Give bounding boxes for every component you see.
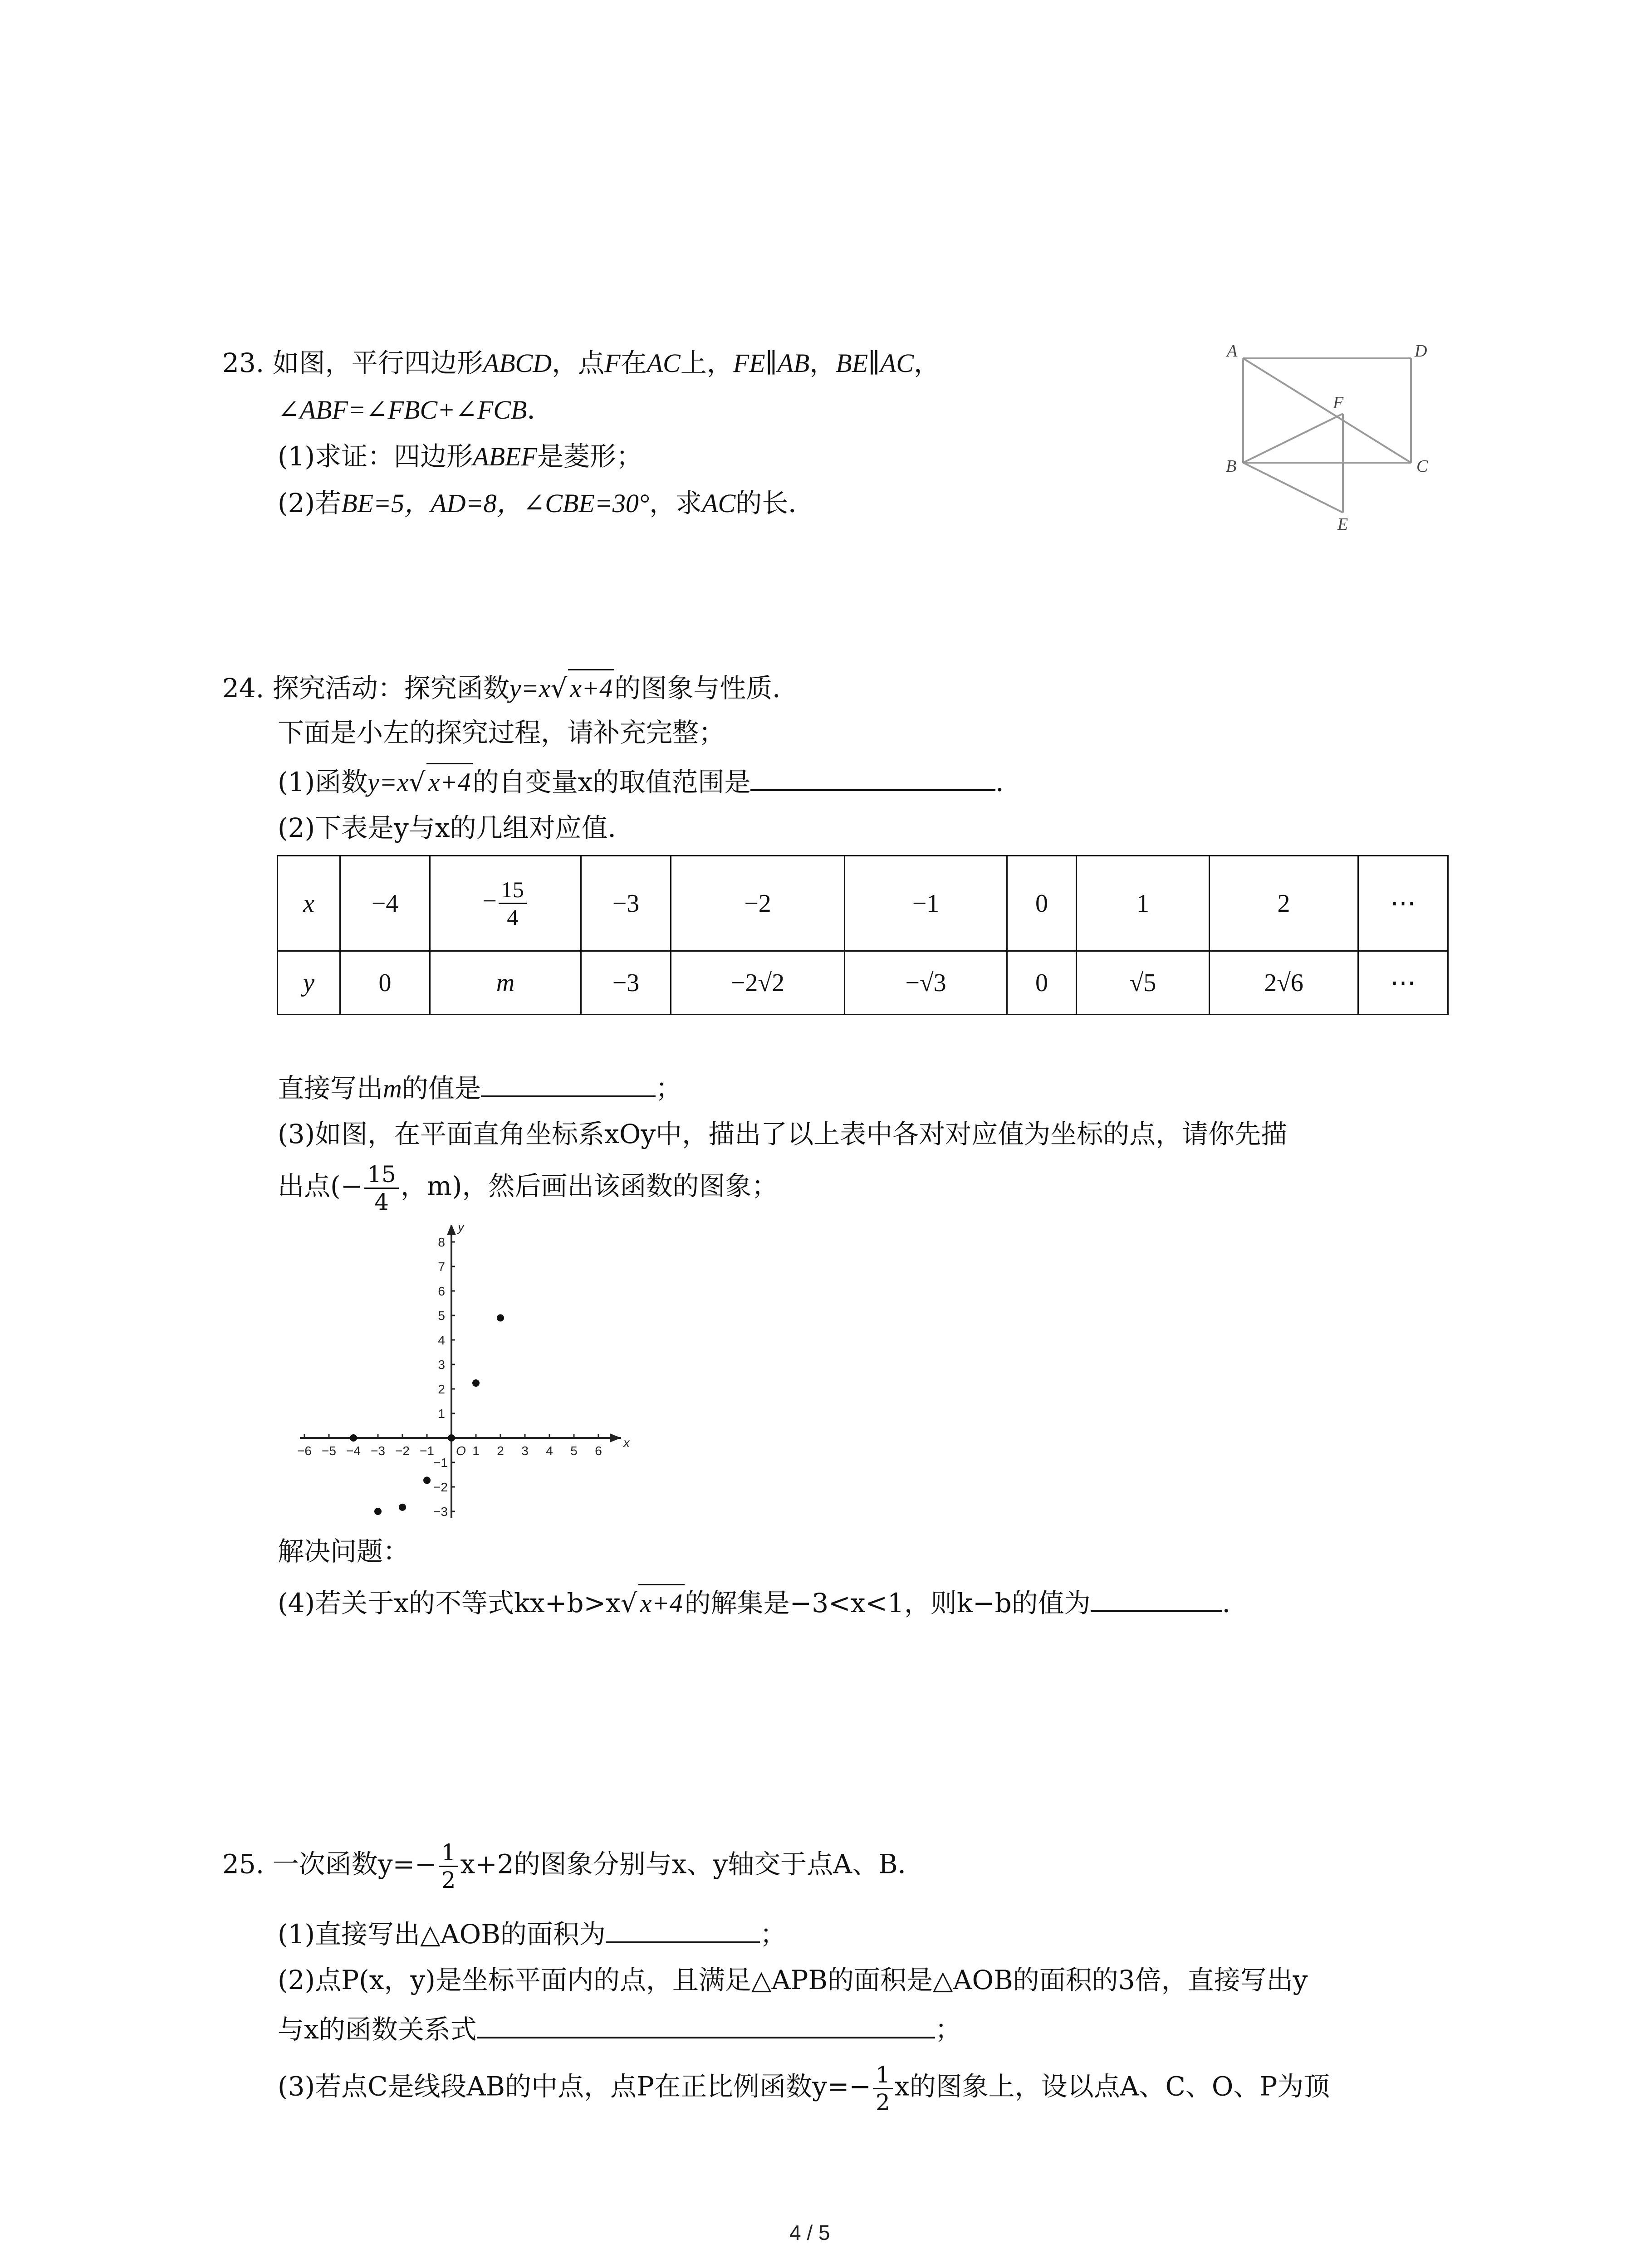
q24-part2: (2)下表是y与x的几组对应值． bbox=[278, 812, 634, 843]
x-tick-label: 5 bbox=[570, 1444, 578, 1458]
table-cell: √5 bbox=[1077, 951, 1210, 1015]
table-cell: 0 bbox=[1007, 951, 1077, 1015]
y-axis-label: y bbox=[458, 1225, 464, 1234]
q24-m-line: 直接写出m的值是 ； bbox=[278, 1068, 682, 1107]
data-point bbox=[374, 1508, 382, 1515]
data-point bbox=[350, 1434, 357, 1442]
q23-line1: 23. 如图，平行四边形ABCD，点F在AC上，FE∥AB，BE∥AC， bbox=[222, 347, 941, 378]
q25-part1: (1)直接写出△AOB的面积为 ； bbox=[278, 1914, 786, 1952]
radical-sign: √ bbox=[550, 673, 568, 704]
table-cell: −2√2 bbox=[671, 951, 845, 1015]
y-tick-label: 6 bbox=[438, 1284, 445, 1298]
table-cell: −4 bbox=[340, 856, 430, 951]
label-B: B bbox=[1226, 457, 1237, 476]
q23-parallelogram-figure bbox=[1220, 336, 1456, 535]
answer-blank-area[interactable] bbox=[606, 1914, 760, 1943]
x-tick-label: −3 bbox=[371, 1444, 385, 1458]
x-tick-label: 4 bbox=[546, 1444, 553, 1458]
table-cell: −3 bbox=[581, 951, 671, 1015]
table-cell: 2 bbox=[1210, 856, 1358, 951]
q23-line2: ∠ABF=∠FBC+∠FCB． bbox=[278, 394, 554, 425]
table-cell: ⋯ bbox=[1358, 856, 1448, 951]
x-tick-label: 6 bbox=[595, 1444, 602, 1458]
label-C: C bbox=[1416, 457, 1428, 476]
y-tick-label: 7 bbox=[438, 1260, 445, 1274]
table-cell: y bbox=[278, 951, 340, 1015]
data-point bbox=[448, 1434, 455, 1442]
q24-line1: 24. 探究活动：探究函数y=x√ x+4的图象与性质． bbox=[222, 669, 798, 707]
table-cell: −1 bbox=[845, 856, 1007, 951]
x-tick-label: 3 bbox=[521, 1444, 529, 1458]
table-cell: ⋯ bbox=[1358, 951, 1448, 1015]
x-tick-label: −5 bbox=[322, 1444, 336, 1458]
q23-number: 23. bbox=[222, 347, 265, 378]
q25-line1: 25. 一次函数y=− $\frac{1}{2}$ x+2的图象分别与x、y轴交于点A、B． bbox=[222, 1839, 924, 1893]
y-tick-label: 4 bbox=[438, 1333, 445, 1347]
table-cell: −2 bbox=[671, 856, 845, 951]
coordinate-plane-chart bbox=[272, 1225, 635, 1542]
label-F: F bbox=[1333, 393, 1344, 412]
y-tick-label: 2 bbox=[438, 1382, 445, 1396]
table-cell: x bbox=[278, 856, 340, 951]
page-number: 4 / 5 bbox=[789, 2221, 830, 2244]
label-D: D bbox=[1415, 342, 1427, 361]
y-axis-arrow bbox=[447, 1225, 456, 1235]
data-point bbox=[472, 1379, 480, 1387]
table-cell: −√3 bbox=[845, 951, 1007, 1015]
table-cell: 2√6 bbox=[1210, 951, 1358, 1015]
y-tick-label: 8 bbox=[438, 1235, 445, 1249]
x-tick-label: −1 bbox=[420, 1444, 434, 1458]
q25-number: 25. bbox=[222, 1848, 265, 1880]
q24-number: 24. bbox=[222, 673, 265, 704]
y-tick-label: −3 bbox=[433, 1505, 448, 1519]
origin-label: O bbox=[456, 1444, 466, 1458]
table-cell: 0 bbox=[1007, 856, 1077, 951]
answer-blank-relation[interactable] bbox=[477, 2009, 935, 2038]
y-tick-label: 5 bbox=[438, 1309, 445, 1323]
q24-solve-heading: 解决问题： bbox=[278, 1536, 410, 1567]
answer-blank-1[interactable] bbox=[750, 762, 995, 791]
table-cell: m bbox=[430, 951, 581, 1015]
answer-blank-4[interactable] bbox=[1091, 1583, 1222, 1612]
table-cell: 0 bbox=[340, 951, 430, 1015]
table-cell: −3 bbox=[581, 856, 671, 951]
x-axis-label: x bbox=[623, 1436, 630, 1450]
x-tick-label: 2 bbox=[497, 1444, 504, 1458]
y-tick-label: −1 bbox=[433, 1456, 448, 1470]
x-tick-label: −2 bbox=[395, 1444, 410, 1458]
table-row-x bbox=[278, 856, 1448, 951]
answer-blank-m[interactable] bbox=[481, 1068, 656, 1097]
label-A: A bbox=[1227, 342, 1238, 361]
y-tick-label: 1 bbox=[438, 1407, 445, 1421]
x-axis-arrow bbox=[610, 1433, 621, 1442]
x-tick-label: −6 bbox=[297, 1444, 312, 1458]
x-tick-label: −4 bbox=[346, 1444, 361, 1458]
q25-part3: (3)若点C是线段AB的中点，点P在正比例函数y=− $\frac{1}{2}$ x的图象上，设以点A、C、O、P为顶 bbox=[278, 2062, 1330, 2116]
data-point bbox=[399, 1504, 406, 1511]
q24-part4: (4)若关于x的不等式kx+b>x√ x+4的解集是−3<x<1，则k−b的值为 ． bbox=[278, 1583, 1249, 1622]
data-point bbox=[497, 1314, 504, 1321]
q23-part2: (2)若BE=5，AD=8，∠CBE=30°，求AC的长． bbox=[278, 488, 815, 518]
x-tick-label: 1 bbox=[472, 1444, 480, 1458]
label-E: E bbox=[1337, 515, 1348, 534]
table-cell: 1 bbox=[1077, 856, 1210, 951]
q24-part3: (3)如图，在平面直角坐标系xOy中，描出了以上表中各对对应值为坐标的点，请你先描 bbox=[278, 1119, 1288, 1149]
y-tick-label: 3 bbox=[438, 1358, 445, 1372]
y-tick-label: −2 bbox=[433, 1480, 448, 1494]
data-point bbox=[423, 1476, 431, 1484]
q23-part1: (1)求证：四边形ABEF是菱形； bbox=[278, 441, 642, 472]
table-row-y bbox=[278, 951, 1448, 1015]
q25-part2-cont: 与x的函数关系式 ； bbox=[278, 2009, 961, 2048]
q24-part1: (1)函数y=x√ x+4的自变量x的取值范围是 ． bbox=[278, 762, 1022, 801]
q25-part2: (2)点P(x，y)是坐标平面内的点，且满足△APB的面积是△AOB的面积的3倍，直接写出y bbox=[278, 1965, 1308, 1995]
q24-part3-cont: 出点(− $\frac{15}{4}$ ，m)，然后画出该函数的图象； bbox=[278, 1161, 778, 1215]
value-table bbox=[277, 855, 1449, 1015]
q24-line2: 下面是小左的探究过程，请补充完整； bbox=[278, 717, 725, 748]
table-cell-fraction: − $\frac{15}{4}$ bbox=[430, 856, 581, 951]
